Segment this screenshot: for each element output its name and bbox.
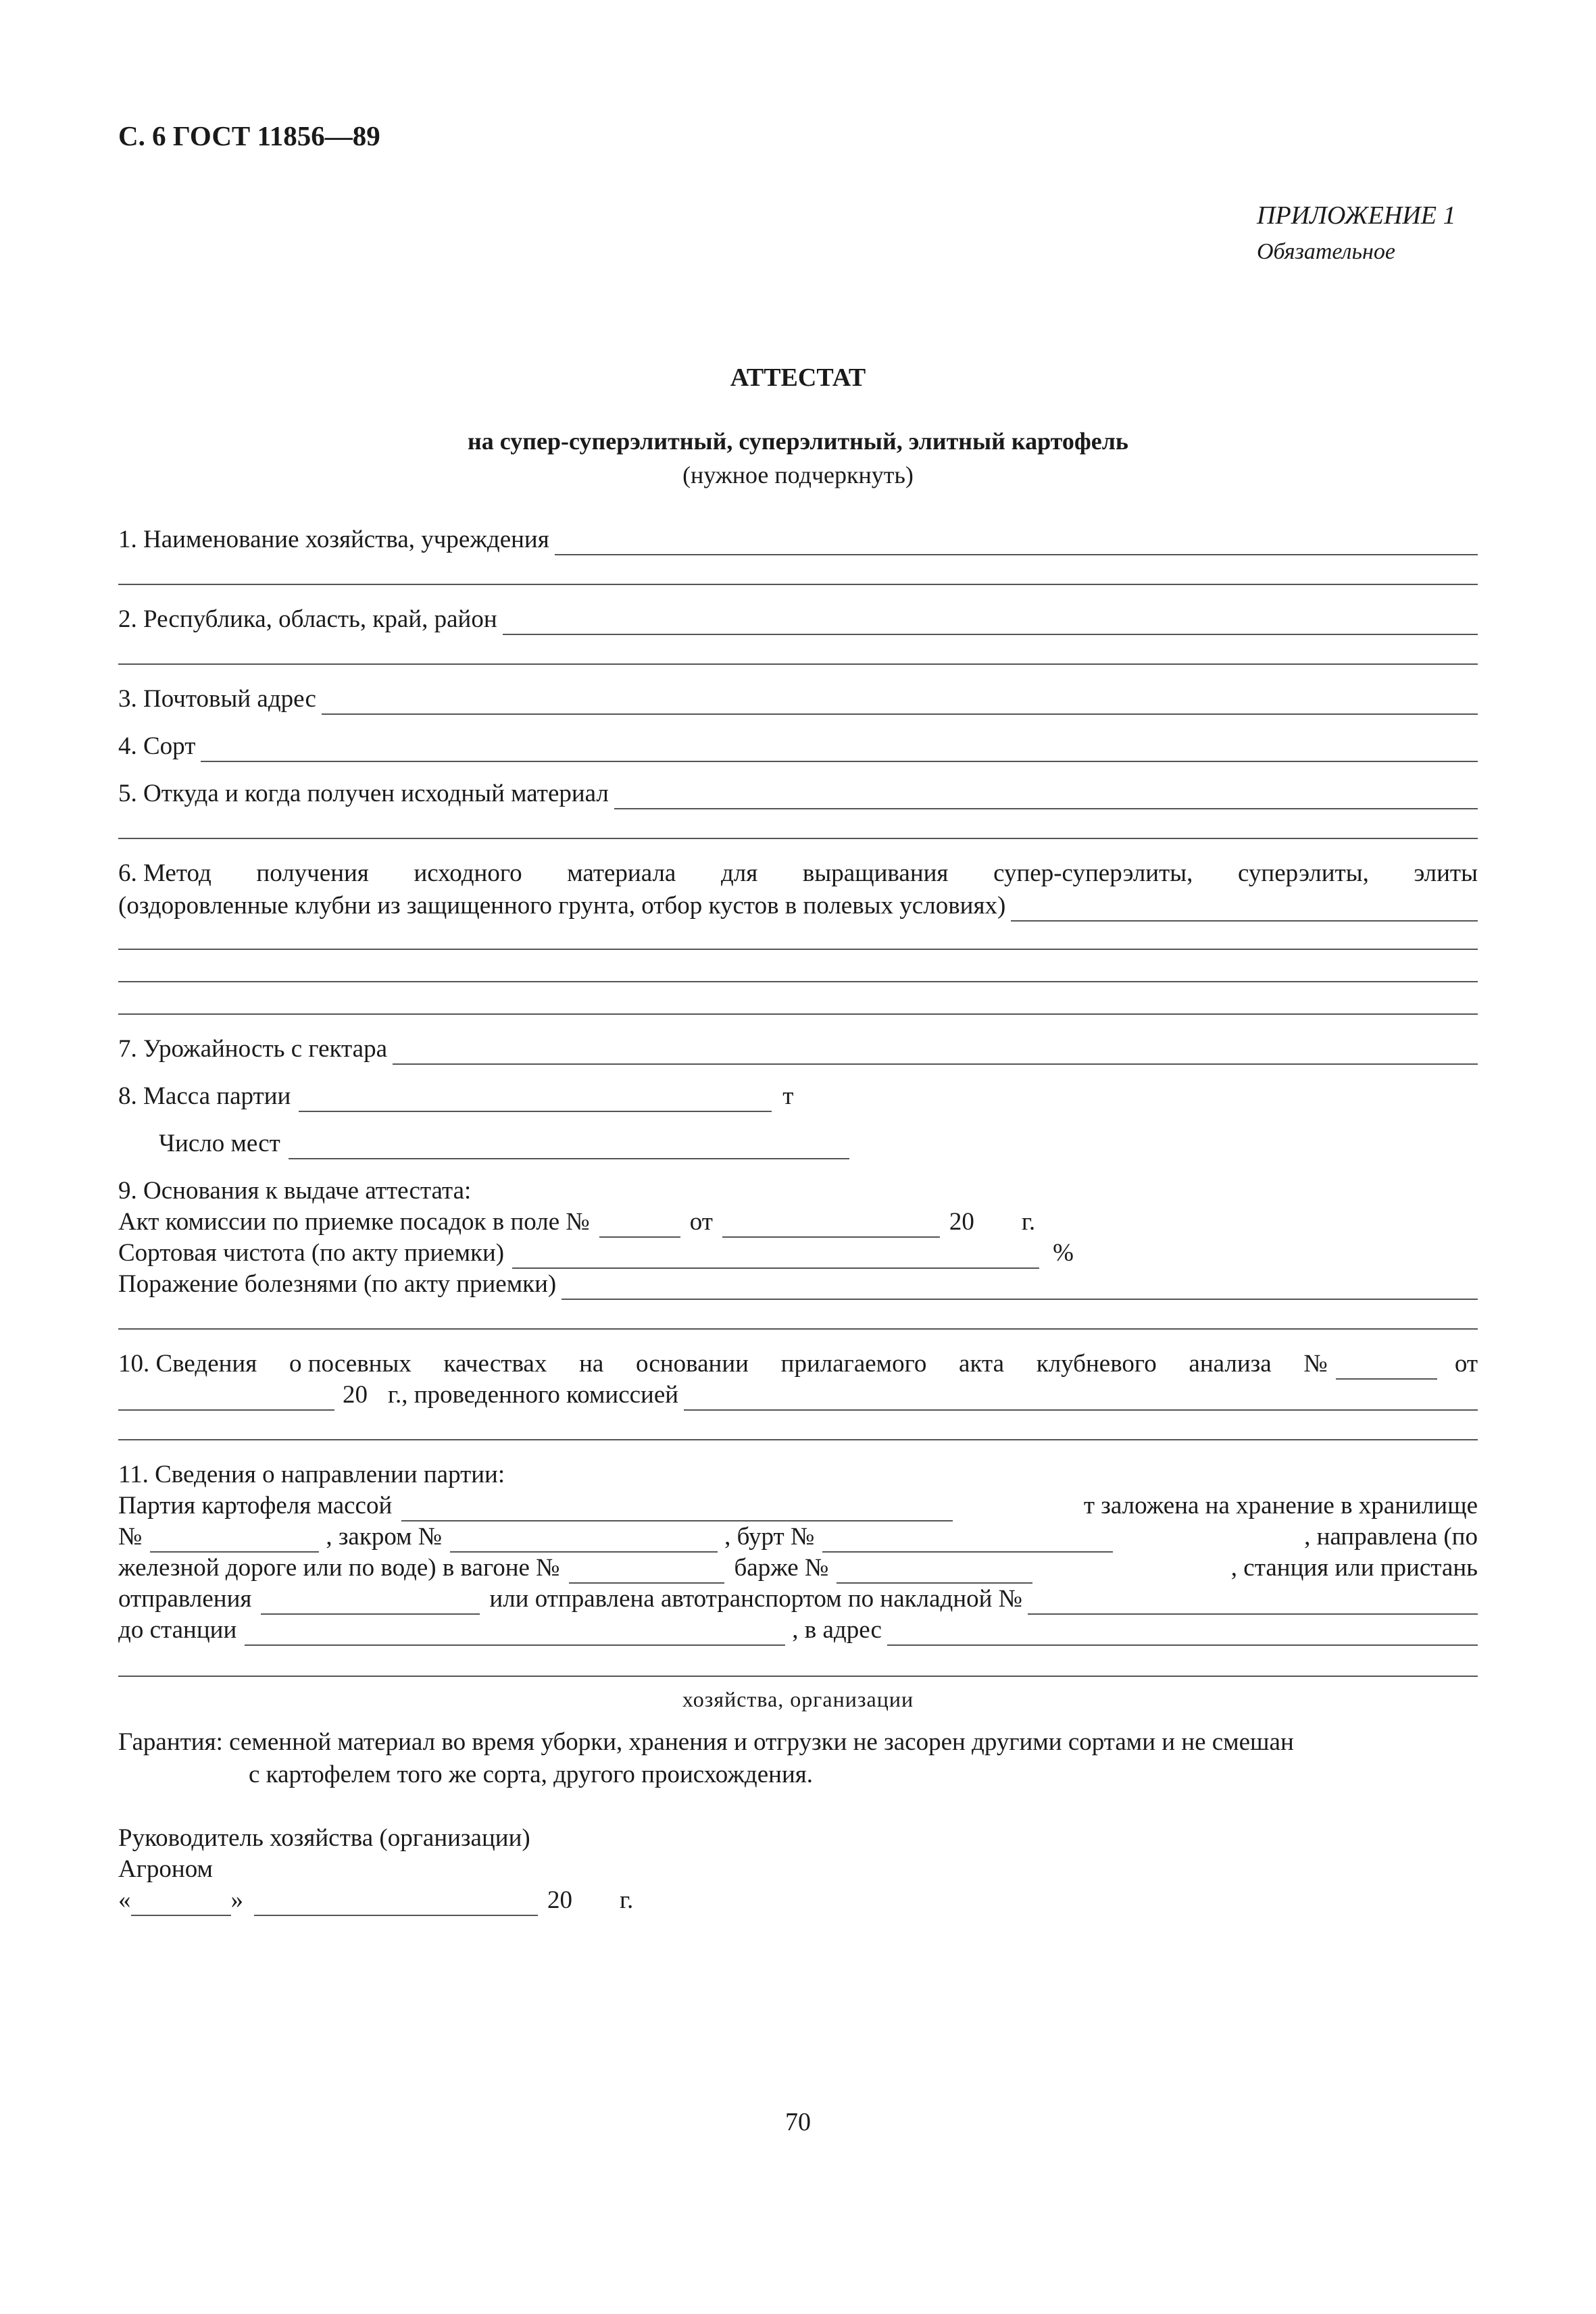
field-label: № [118,1523,143,1551]
blank-line[interactable] [569,1557,724,1584]
field-label: т заложена на хранение в хранилище [1083,1492,1478,1519]
blank-line[interactable] [599,1211,680,1238]
blank-line[interactable] [503,608,1478,635]
word: № [1303,1350,1328,1378]
field-label: барже № [734,1554,829,1582]
word: суперэлиты, [1238,859,1369,887]
word: получения [256,859,369,887]
year-suffix: г. [1021,1208,1036,1236]
blank-line[interactable] [118,1439,1478,1440]
field-label: Число мест [159,1130,280,1157]
field-yield[interactable] [118,1034,1478,1065]
blank-line[interactable] [118,584,1478,585]
document-subtitle: на супер-суперэлитный, суперэлитный, элитный картофель [468,428,1128,455]
blank-line[interactable] [822,1526,1113,1553]
unit-label: % [1053,1239,1074,1267]
quote-open: « [118,1886,131,1914]
field-batch-mass[interactable] [118,1081,793,1112]
word: клубневого [1036,1350,1157,1378]
field-label: (оздоровленные клубни из защищенного грунта, отбор кустов в полевых условиях) [118,892,1006,920]
blank-line[interactable] [261,1588,480,1615]
blank-line[interactable] [289,1132,849,1159]
year-suffix: г. [620,1886,634,1914]
field-label: Акт комиссии по приемке посадок в поле № [118,1208,590,1236]
year-label: 20 [343,1381,368,1409]
blank-line[interactable] [512,1242,1039,1269]
quote-close: » [230,1886,243,1914]
word: элиты [1414,859,1478,887]
blank-line[interactable] [450,1526,718,1553]
blank-line[interactable] [118,1384,334,1411]
blank-line[interactable] [201,735,1478,762]
year-label: 20 [547,1886,572,1914]
blank-line[interactable] [118,1328,1478,1330]
line-caption: хозяйства, организации [682,1687,914,1711]
field-disease[interactable] [118,1269,1478,1300]
page-header: С. 6 ГОСТ 11856—89 [118,120,380,151]
blank-line[interactable] [118,981,1478,982]
signature-head-label: Руководитель хозяйства (организации) [118,1824,530,1852]
field-label: 4. Сорт [118,732,196,760]
word: прилагаемого [780,1350,927,1378]
field-label: железной дороге или по воде) в вагоне № [118,1554,560,1582]
appendix-title: ПРИЛОЖЕНИЕ 1 [1257,201,1456,230]
field-label: г., проведенного комиссией [388,1381,679,1409]
field-seed-quality[interactable] [118,1349,1478,1380]
field-label: 3. Почтовый адрес [118,685,316,713]
field-postal-address[interactable] [118,684,1478,715]
blank-line[interactable] [245,1619,785,1646]
blank-line[interactable] [837,1557,1032,1584]
appendix-note: Обязательное [1257,239,1395,264]
field-label: Партия картофеля массой [118,1492,393,1519]
field-label: или отправлена автотранспортом по накладной № [489,1585,1022,1613]
blank-line[interactable] [322,688,1478,715]
blank-line[interactable] [118,1676,1478,1677]
field-places-count[interactable] [159,1128,849,1159]
word: материала [567,859,676,887]
field-label: 11. Сведения о направлении партии: [118,1461,505,1488]
blank-line[interactable] [118,1013,1478,1015]
word: выращивания [802,859,949,887]
blank-line[interactable] [299,1085,772,1112]
field-variety[interactable] [118,731,1478,762]
guarantee-text-cont: с картофелем того же сорта, другого происхождения. [249,1761,814,1788]
blank-line[interactable] [150,1526,319,1553]
field-dispatch[interactable] [118,1584,1478,1615]
field-label: 2. Республика, область, край, район [118,605,497,633]
field-label: от [1454,1350,1478,1378]
field-transport[interactable] [118,1553,1478,1584]
field-batch-storage[interactable] [118,1490,1478,1521]
field-storage-numbers[interactable] [118,1521,1478,1553]
field-label: Поражение болезнями (по акту приемки) [118,1270,557,1298]
field-label: 9. Основания к выдаче аттестата: [118,1177,472,1205]
page-number: 70 [785,2108,811,2136]
word: основании [636,1350,749,1378]
blank-line[interactable] [562,1273,1478,1300]
word: для [720,859,758,887]
field-label: Сортовая чистота (по акту приемки) [118,1239,505,1267]
blank-line[interactable] [118,663,1478,665]
word: качествах [443,1350,547,1378]
word: о посевных [289,1350,412,1378]
field-label: , станция или пристань [1230,1554,1478,1582]
field-region[interactable] [118,604,1478,635]
field-label: 8. Масса партии [118,1082,291,1110]
field-label: , в адрес [792,1616,882,1644]
field-label: 5. Откуда и когда получен исходный материал [118,780,609,807]
blank-line[interactable] [401,1494,953,1521]
blank-line[interactable] [393,1038,1478,1065]
blank-line[interactable] [118,838,1478,839]
blank-line[interactable] [614,782,1478,809]
field-label: от [689,1208,713,1236]
blank-line[interactable] [722,1211,940,1238]
word: акта [959,1350,1005,1378]
item-10-words [118,1349,1328,1380]
field-label: , бурт № [724,1523,815,1551]
word: 6. Метод [118,859,211,887]
word: 10. Сведения [118,1350,257,1378]
blank-line[interactable] [1028,1588,1478,1615]
field-method[interactable] [118,890,1478,922]
word: анализа [1189,1350,1272,1378]
blank-line[interactable] [118,949,1478,950]
year-label: 20 [949,1208,974,1236]
field-label: , закром № [326,1523,443,1551]
blank-line[interactable] [684,1384,1478,1411]
field-organization-name[interactable] [118,524,1478,555]
signature-agronom-label: Агроном [118,1855,213,1883]
field-label: отправления [118,1585,252,1613]
blank-line[interactable] [887,1619,1478,1646]
field-label: , направлена (по [1304,1523,1478,1551]
word: супер-суперэлиты, [993,859,1193,887]
blank-line[interactable] [555,528,1478,555]
field-destination[interactable] [118,1615,1478,1646]
field-variety-purity[interactable] [118,1238,1074,1269]
word: исходного [414,859,522,887]
guarantee-text: Гарантия: семенной материал во время уборки, хранения и отгрузки не засорен другими сортами и не смешан [118,1728,1294,1756]
field-source-material[interactable] [118,778,1478,809]
item-11-heading [118,1459,1478,1490]
field-label: 7. Урожайность с гектара [118,1035,387,1063]
field-label: 1. Наименование хозяйства, учреждения [118,526,549,553]
word: на [579,1350,604,1378]
blank-line[interactable] [1011,895,1478,922]
blank-line[interactable] [1336,1353,1437,1380]
unit-label: т [782,1082,794,1110]
subtitle-note: (нужное подчеркнуть) [682,461,914,488]
document-title: АТТЕСТАТ [730,363,866,392]
field-act-commission[interactable] [118,1207,1035,1238]
item-9-heading [118,1176,1478,1207]
field-commission[interactable] [118,1380,1478,1411]
blank-line[interactable] [254,1889,538,1916]
item-6-line-1 [118,858,1478,889]
signature-date[interactable] [118,1885,633,1916]
blank-line[interactable] [131,1889,231,1916]
field-label: до станции [118,1616,237,1644]
